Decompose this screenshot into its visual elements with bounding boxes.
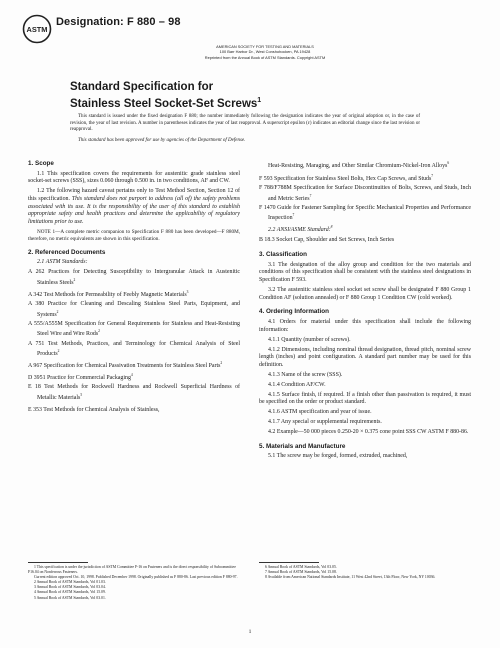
paragraph-4-1-2: 4.1.2 Dimensions, including nominal thread designation, thread pitch, nominal screw length (inches) and point configuration. A standard part number may be used for this definition. [259, 346, 471, 369]
footnote: 8 Available from American National Standards Institute, 11 West 42nd Street, 13th Floor, New York, NY 10036. [265, 575, 436, 580]
right-column [259, 160, 471, 463]
paragraph-4-1-4: 4.1.4 Condition AF/CW. [268, 381, 326, 388]
footnote-divider [28, 562, 88, 563]
reference-text: F 1470 Guide for Fastener Sampling for Specific Mechanical Properties and Performance Inspection [259, 204, 471, 222]
section-heading-scope: 1. Scope [28, 160, 54, 167]
section-heading-materials-manufacture: 5. Materials and Manufacture [259, 442, 346, 450]
title-line-2 [70, 94, 261, 111]
reference-text: E 18 Test Methods for Rockwell Hardness and Rockwell Superficial Hardness of Metallic Materials [28, 384, 240, 402]
paragraph-2-2 [259, 224, 471, 235]
reference-item [28, 301, 240, 319]
footnote: 7 Annual Book of ASTM Standards, Vol 15.08. [265, 570, 337, 575]
footnotes-right [259, 565, 471, 580]
left-column [28, 160, 240, 416]
reference-text: A 967 Specification for Chemical Passivation Treatments for Stainless Steel Parts [28, 363, 221, 370]
section-heading-referenced-documents: 2. Referenced Documents [28, 248, 106, 256]
footnote-mark: 7 [292, 213, 295, 218]
reference-item [28, 269, 240, 287]
publisher-line: AMERICAN SOCIETY FOR TESTING AND MATERIALS [216, 44, 314, 49]
paragraph-1-2 [28, 188, 240, 227]
title-line-1: Standard Specification for [70, 81, 214, 93]
reference-text: A 380 Practice for Cleaning and Descaling Stainless Steel Parts, Equipment, and Systems [28, 301, 240, 318]
logo-text: ASTM [26, 25, 48, 35]
footnote-mark: 6 [447, 161, 450, 165]
reference-text: E 353 Test Methods for Chemical Analysis of Stainless, [28, 407, 160, 414]
reference-item [28, 404, 240, 415]
section-heading-classification: 3. Classification [259, 251, 307, 259]
paragraph-4-1-3: 4.1.3 Name of the screw (SSS). [268, 371, 343, 378]
reference-item [28, 341, 240, 359]
footnote-mark: 5 [80, 393, 83, 398]
reference-text: F 593 Specification for Stainless Steel Bolts, Hex Cap Screws, and Studs [259, 175, 432, 182]
footnote-mark: 2 [98, 329, 100, 334]
footnote: 5 Annual Book of ASTM Standards, Vol 03.01. [34, 595, 106, 600]
reference-text: A 555/A555M Specification for General Requirements for Stainless and Heat-Resisting Steel Wire and Wire Rods [28, 320, 240, 338]
reference-item [259, 173, 471, 184]
publisher-line: Reprinted from the Annual Book of ASTM Standards. Copyright ASTM [204, 54, 326, 60]
reference-item [28, 321, 240, 339]
paragraph-3-1: 3.1 The designation of the alloy group and condition for the two materials and conditions of this specification shall be consistent with the stainless steel designations in Specification F 593. [259, 261, 471, 284]
footnote-mark: 2 [220, 361, 223, 366]
designation: Designation: F 880 – 98 [56, 16, 181, 28]
safety-caveat: This standard does not purport to address (all of) the safety problems associated with its use. It is the responsibility of the user of this standard to establish appropriate safety and health practices and determine the applicability of regulatory limitations prior to use. [28, 196, 240, 226]
paragraph-1-1: 1.1 This specification covers the requirements for austenitic grade stainless steel socket-set screws (SSS), sizes 0.060 through 0.500 in. in two conditions, AF and CW. [28, 170, 240, 185]
paragraph-4-1-5: 4.1.5 Surface finish, if required. If a finish other than passivation is required, it must be specified on the order or product standard. [259, 391, 471, 406]
footnote-mark: 7 [309, 193, 312, 198]
footnote: 1 This specification is under the jurisdiction of ASTM Committee F-16 on Fasteners and is the direct responsibility of Subcommittee F16.04 on Nonferrous Fasteners. [28, 565, 236, 575]
footnote: 6 Annual Book of ASTM Standards, Vol 03.05. [265, 565, 337, 569]
reference-item [28, 289, 240, 300]
reference-item: B 18.3 Socket Cap, Shoulder and Set Screws, Inch Series [259, 237, 395, 244]
dod-approval-note: This standard has been approved for use by agencies of the Department of Defense. [78, 137, 246, 143]
section-heading-ordering-information: 4. Ordering Information [259, 308, 329, 316]
footnotes-left [28, 565, 240, 601]
footnote-mark: 8 [330, 225, 333, 230]
paragraph-4-1-1: 4.1.1 Quantity (number of screws). [268, 336, 351, 343]
reference-text: A 262 Practices for Detecting Susceptibility to Intergranular Attack in Austenitic Stainless Steels [28, 269, 240, 286]
publisher-line: 100 Barr Harbor Dr., West Conshohocken, PA 19428 [219, 49, 311, 55]
reference-item [259, 205, 471, 223]
footnote-mark: 4 [130, 373, 133, 378]
paragraph-4-1-7: 4.1.7 Any special or supplemental requirements. [268, 419, 382, 426]
preamble [70, 114, 420, 148]
footnote-mark: 2 [73, 277, 76, 282]
paragraph-4-2: 4.2 Example—50 000 pieces 0.250-20 × 0.375 cone point SSS CW ASTM F 880-86. [268, 429, 469, 436]
reference-item [259, 185, 471, 203]
footnote-mark: 7 [431, 173, 434, 178]
reference-text: F 788/F788M Specification for Surface Discontinuities of Bolts, Screws, and Studs, Inch and Metric Series [259, 184, 471, 202]
footnote-mark: 2 [57, 349, 60, 354]
document-title [70, 80, 261, 111]
paragraph-2-2-text: 2.2 ANSI/ASME Standard: [268, 227, 331, 234]
footnote: Current edition approved Oct. 10, 1998. Published December 1998. Originally published as F 880-86. Last previous edition F 880-97. [34, 575, 238, 580]
publisher-info [150, 44, 380, 60]
preamble-paragraph: This standard is issued under the fixed designation F 880; the number immediately following the designation indicates the year of original adoption or, in the case of revision, the year of last revision. A number in parentheses indicates the year of last reapproval. A superscript epsilon (ε) indicates an editorial change since the last revision or reapproval. [70, 114, 420, 132]
note-1: NOTE 1—A complete metric companion to Specification F 880 has been developed—F 880M, therefore, no metric equivalents are shown in this specification. [28, 229, 240, 242]
title-footnote-mark: 1 [257, 97, 262, 104]
reference-continuation [259, 160, 471, 171]
reference-text: A 342 Test Methods for Permeability of Feebly Magnetic Materials [28, 291, 187, 298]
paragraph-2-1: 2.1 ASTM Standards: [37, 259, 88, 266]
title-text: Stainless Steel Socket-Set Screws [70, 97, 258, 110]
reference-item [28, 384, 240, 402]
footnote-mark: 2 [56, 309, 59, 314]
footnote-divider [259, 562, 319, 563]
footnote: 4 Annual Book of ASTM Standards, Vol 15.09. [34, 590, 106, 595]
reference-text: D 3951 Practice for Commercial Packaging [28, 375, 131, 382]
footnote-mark: 3 [186, 289, 189, 294]
reference-text: A 751 Test Methods, Practices, and Terminology for Chemical Analysis of Steel Products [28, 340, 240, 358]
page-number: 1 [248, 629, 252, 635]
paragraph-5-1: 5.1 The screw may be forged, formed, extruded, machined, [268, 453, 408, 460]
paragraph-4-1: 4.1 Orders for material under this specification shall include the following information: [259, 319, 471, 333]
reference-item [28, 360, 240, 371]
astm-logo-icon [22, 14, 52, 44]
footnote: 3 Annual Book of ASTM Standards, Vol 03.04. [34, 585, 106, 590]
paragraph-4-1-6: 4.1.6 ASTM specification and year of issue. [268, 409, 372, 416]
paragraph-3-2: 3.2 The austenitic stainless steel socket set screw shall be designated F 880 Group 1 Condition AF (solution annealed) or F 880 Group 1 Condition CW (cold worked). [259, 287, 471, 301]
reference-item [28, 372, 240, 383]
paragraph-1-2-text: 1.2 The following hazard caveat pertains only to Test Method Section, Section 12 of this specification. [28, 188, 240, 202]
footnote: 2 Annual Book of ASTM Standards, Vol 01.03. [34, 580, 106, 585]
reference-text: Heat-Resisting, Maraging, and Other Similar Chromium-Nickel-Iron Alloys [268, 162, 448, 169]
